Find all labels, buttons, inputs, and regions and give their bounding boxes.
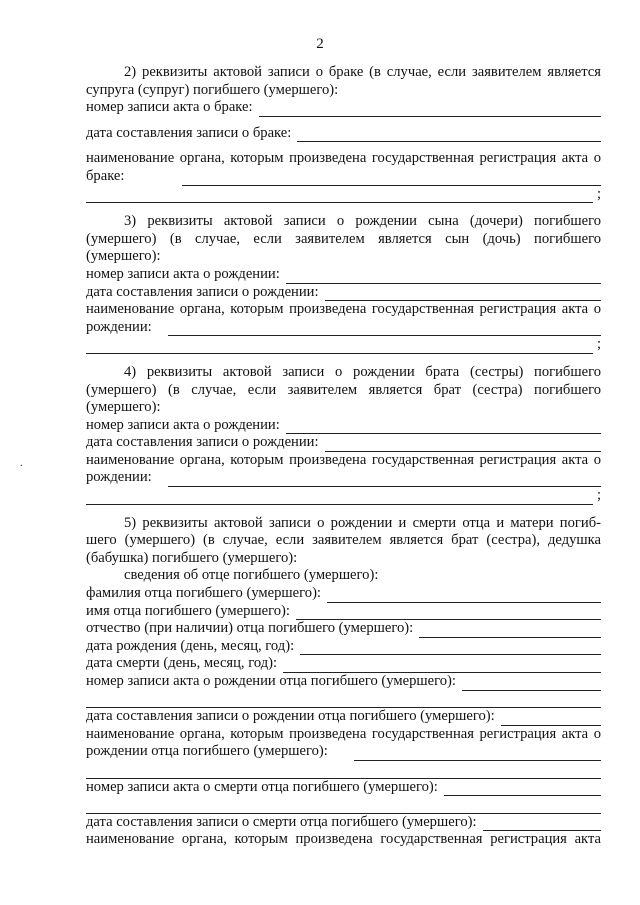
father-birth-record-number-row — [86, 673, 601, 691]
marriage-authority-field[interactable] — [182, 172, 601, 186]
marriage-record-number-label: номер записи акта о браке: — [86, 99, 253, 116]
father-patronymic-label: отчество (при наличии) отца погибшего (умершего): — [86, 620, 414, 637]
father-birth-record-number-label: номер записи акта о рождении отца погибшего (умершего): — [86, 673, 456, 689]
section-2-heading: 2) реквизиты актовой записи о браке (в случае, если заявителем является супруга (супруг) погибшего (умершего): — [86, 64, 601, 98]
margin-mark: . — [20, 458, 23, 469]
birth-date-row — [86, 638, 601, 656]
father-birth-record-date-field[interactable] — [501, 712, 601, 726]
marriage-authority-field-2[interactable] — [86, 189, 593, 203]
marriage-record-number-row — [86, 99, 601, 117]
father-birth-record-date-row — [86, 708, 601, 726]
father-surname-row — [86, 585, 601, 603]
father-death-record-date-field[interactable] — [483, 817, 601, 831]
son-birth-authority-line — [86, 319, 601, 337]
semicolon: ; — [596, 336, 601, 353]
father-birth-record-number-field[interactable] — [462, 677, 601, 691]
brother-birth-record-date-row — [86, 434, 601, 452]
marriage-authority-label: наименование органа, которым произведена государственная регистрация акта о браке: — [86, 150, 601, 184]
father-info-subheading: сведения об отце погибшего (умершего): — [124, 567, 379, 584]
father-patronymic-row — [86, 620, 601, 638]
father-death-authority-label: наименование органа, которым произведена государственная регистрация акта — [86, 831, 601, 848]
son-birth-authority-field[interactable] — [168, 322, 601, 336]
brother-birth-record-number-field[interactable] — [286, 420, 601, 434]
brother-birth-record-number-label: номер записи акта о рождении: — [86, 416, 280, 433]
section-3-heading: 3) реквизиты актовой записи о рождении сына (дочери) погибшего (умершего) (в случае, если заявителем является сын (дочь) погибшего (умершего): — [86, 213, 601, 265]
semicolon: ; — [596, 487, 601, 504]
father-death-record-number-row — [86, 779, 601, 797]
marriage-authority-line-2 — [86, 186, 601, 204]
document-body — [86, 64, 601, 849]
father-death-record-number-label: номер записи акта о смерти отца погибшего (умершего): — [86, 778, 438, 795]
brother-birth-authority-field[interactable] — [168, 473, 601, 487]
death-date-field[interactable] — [283, 659, 601, 673]
marriage-record-date-label: дата составления записи о браке: — [86, 124, 292, 141]
brother-birth-record-number-row — [86, 417, 601, 435]
son-birth-record-date-row — [86, 284, 601, 302]
father-surname-label: фамилия отца погибшего (умершего): — [86, 585, 321, 602]
son-birth-authority-label: наименование органа, которым произведена государственная регистрация акта о рождении: — [86, 301, 601, 335]
death-date-row — [86, 655, 601, 673]
father-surname-field[interactable] — [327, 589, 601, 603]
marriage-record-number-field[interactable] — [259, 103, 601, 117]
son-birth-record-date-label: дата составления записи о рождении: — [86, 283, 319, 300]
brother-birth-record-date-field[interactable] — [325, 438, 601, 452]
birth-date-field[interactable] — [300, 641, 601, 655]
marriage-authority-line — [86, 168, 601, 186]
brother-birth-authority-line — [86, 469, 601, 487]
father-death-record-number-field[interactable] — [444, 782, 601, 796]
father-name-row — [86, 603, 601, 621]
father-patronymic-field[interactable] — [419, 624, 601, 638]
semicolon: ; — [596, 185, 601, 202]
son-birth-authority-line-2 — [86, 336, 601, 354]
birth-date-label: дата рождения (день, месяц, год): — [86, 637, 295, 654]
son-birth-record-number-label: номер записи акта о рождении: — [86, 265, 280, 282]
father-name-label: имя отца погибшего (умершего): — [86, 602, 290, 619]
father-birth-record-number-field-2[interactable] — [86, 694, 601, 708]
marriage-record-date-field[interactable] — [297, 128, 601, 142]
marriage-record-date-row — [86, 125, 601, 143]
father-death-record-date-label: дата составления записи о смерти отца погибшего (умершего): — [86, 813, 477, 830]
father-name-field[interactable] — [296, 606, 601, 620]
brother-birth-record-date-label: дата составления записи о рождении: — [86, 434, 319, 451]
father-birth-authority-field-2[interactable] — [86, 765, 601, 779]
father-birth-record-number-line-2 — [86, 691, 601, 709]
father-death-record-number-line-2 — [86, 796, 601, 814]
section-5-heading: 5) реквизиты актовой записи о рождении и смерти отца и матери погиб-шего (умершего) (в случае, если заявителем является брат (сестра), дедушка (бабушка) погибшего (умершего): — [86, 514, 601, 566]
son-birth-authority-field-2[interactable] — [86, 340, 593, 354]
brother-birth-authority-label: наименование органа, которым произведена государственная регистрация акта о рождении: — [86, 451, 601, 486]
son-birth-record-number-field[interactable] — [286, 270, 601, 284]
father-birth-authority-label: наименование органа, которым произведена государственная регистрация акта о рождении отца погибшего (умершего): — [86, 725, 601, 760]
son-birth-record-date-field[interactable] — [325, 287, 601, 301]
brother-birth-authority-line-2 — [86, 487, 601, 505]
father-birth-record-date-label: дата составления записи о рождении отца погибшего (умершего): — [86, 708, 495, 725]
death-date-label: дата смерти (день, месяц, год): — [86, 655, 278, 672]
brother-birth-authority-field-2[interactable] — [86, 491, 593, 505]
son-birth-record-number-row — [86, 266, 601, 284]
section-4-heading: 4) реквизиты актовой записи о рождении брата (сестры) погибшего (умершего) (в случае, если заявителем является брат (сестра) погибшего (умершего): — [86, 363, 601, 416]
father-birth-authority-field[interactable] — [354, 747, 601, 761]
father-death-record-date-row — [86, 814, 601, 832]
father-birth-authority-line-2 — [86, 761, 601, 779]
father-death-record-number-field-2[interactable] — [86, 800, 601, 814]
page-number: 2 — [316, 36, 324, 52]
